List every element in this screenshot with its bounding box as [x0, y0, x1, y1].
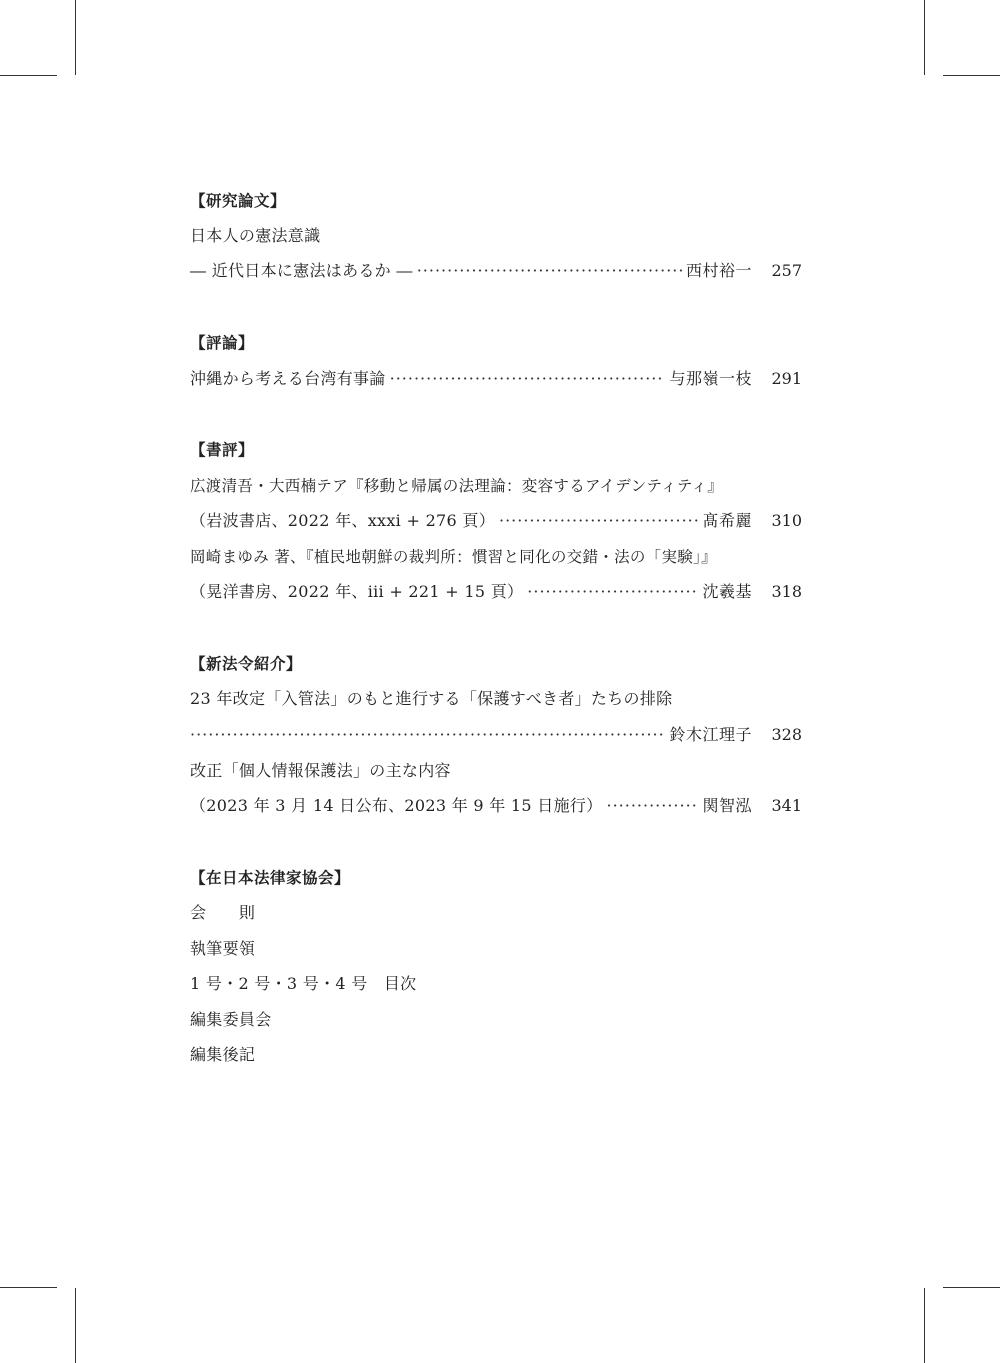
association-item: 編集後記	[190, 1045, 256, 1064]
crop-mark-top-right-horizontal	[943, 75, 1000, 76]
list-item	[190, 972, 802, 996]
toc-entry-line	[190, 580, 802, 604]
entry-page-number: 341	[771, 796, 802, 815]
dot-leader	[190, 723, 665, 747]
association-item: 会 則	[190, 903, 256, 922]
list-item	[190, 1008, 802, 1032]
list-item	[190, 901, 802, 925]
entry-subtitle: ― 近代日本に憲法はあるか ―	[190, 261, 413, 280]
crop-mark-top-right-vertical	[924, 0, 925, 75]
dot-leader	[417, 259, 682, 283]
toc-entry-line	[190, 509, 802, 533]
entry-author: 与那嶺一枝	[669, 369, 752, 388]
entry-author: 関智泓	[702, 796, 752, 815]
section-heading-commentary: 【評論】	[190, 334, 255, 352]
entry-author: 沈羲基	[702, 582, 752, 601]
section-heading-research: 【研究論文】	[190, 192, 287, 210]
toc-entry-title	[190, 545, 802, 569]
association-item: 編集委員会	[190, 1010, 272, 1029]
section-heading-reviews: 【書評】	[190, 441, 255, 459]
entry-page-number: 328	[771, 725, 802, 744]
crop-mark-bottom-left-horizontal	[0, 1287, 57, 1288]
entry-title: 改正「個人情報保護法」の主な内容	[190, 761, 451, 780]
toc-entry-title	[190, 687, 802, 711]
association-item: 1 号・2 号・3 号・4 号 目次	[190, 974, 417, 993]
list-item	[190, 1043, 802, 1067]
entry-title: 日本人の憲法意識	[190, 226, 321, 245]
toc-entry-line	[190, 367, 802, 391]
toc-entry-title	[190, 759, 802, 783]
dot-leader	[527, 580, 698, 604]
entry-page-number: 310	[771, 511, 802, 530]
entry-title: 岡崎まゆみ 著、『植民地朝鮮の裁判所：慣習と同化の交錯・法の「実験」』	[190, 548, 717, 566]
crop-mark-top-left-vertical	[75, 0, 76, 75]
dot-leader	[499, 509, 698, 533]
entry-author: 鈴木江理子	[669, 725, 752, 744]
toc-entry-line	[190, 723, 802, 747]
crop-mark-bottom-right-vertical	[924, 1288, 925, 1363]
crop-mark-bottom-right-horizontal	[943, 1287, 1000, 1288]
toc-entry-line	[190, 259, 802, 283]
dot-leader	[390, 367, 666, 391]
toc-entry-title	[190, 474, 802, 498]
entry-title: 23 年改定「入管法」のもと進行する「保護すべき者」たちの排除	[190, 689, 673, 708]
entry-title: 広渡清吾・大西楠テア『移動と帰属の法理論：変容するアイデンティティ』	[190, 477, 724, 495]
list-item	[190, 937, 802, 961]
association-item: 執筆要領	[190, 939, 256, 958]
entry-publication: （晃洋書房、2022 年、iii + 221 + 15 頁）	[190, 582, 524, 601]
crop-mark-top-left-horizontal	[0, 75, 57, 76]
entry-page-number: 257	[771, 261, 802, 280]
section-heading-new-laws: 【新法令紹介】	[190, 655, 303, 673]
entry-author: 西村裕一	[685, 261, 752, 280]
toc-entry-line	[190, 794, 802, 818]
section-heading-association: 【在日本法律家協会】	[190, 869, 351, 887]
entry-title: 沖縄から考える台湾有事論	[190, 369, 386, 388]
crop-mark-bottom-left-vertical	[75, 1288, 76, 1363]
dot-leader	[606, 794, 698, 818]
toc-entry-title	[190, 224, 802, 248]
entry-publication: （岩波書店、2022 年、xxxi + 276 頁）	[190, 511, 495, 530]
entry-page-number: 291	[771, 369, 802, 388]
entry-publication: （2023 年 3 月 14 日公布、2023 年 9 年 15 日施行）	[190, 796, 603, 815]
entry-page-number: 318	[771, 582, 802, 601]
entry-author: 髙希麗	[702, 511, 752, 530]
